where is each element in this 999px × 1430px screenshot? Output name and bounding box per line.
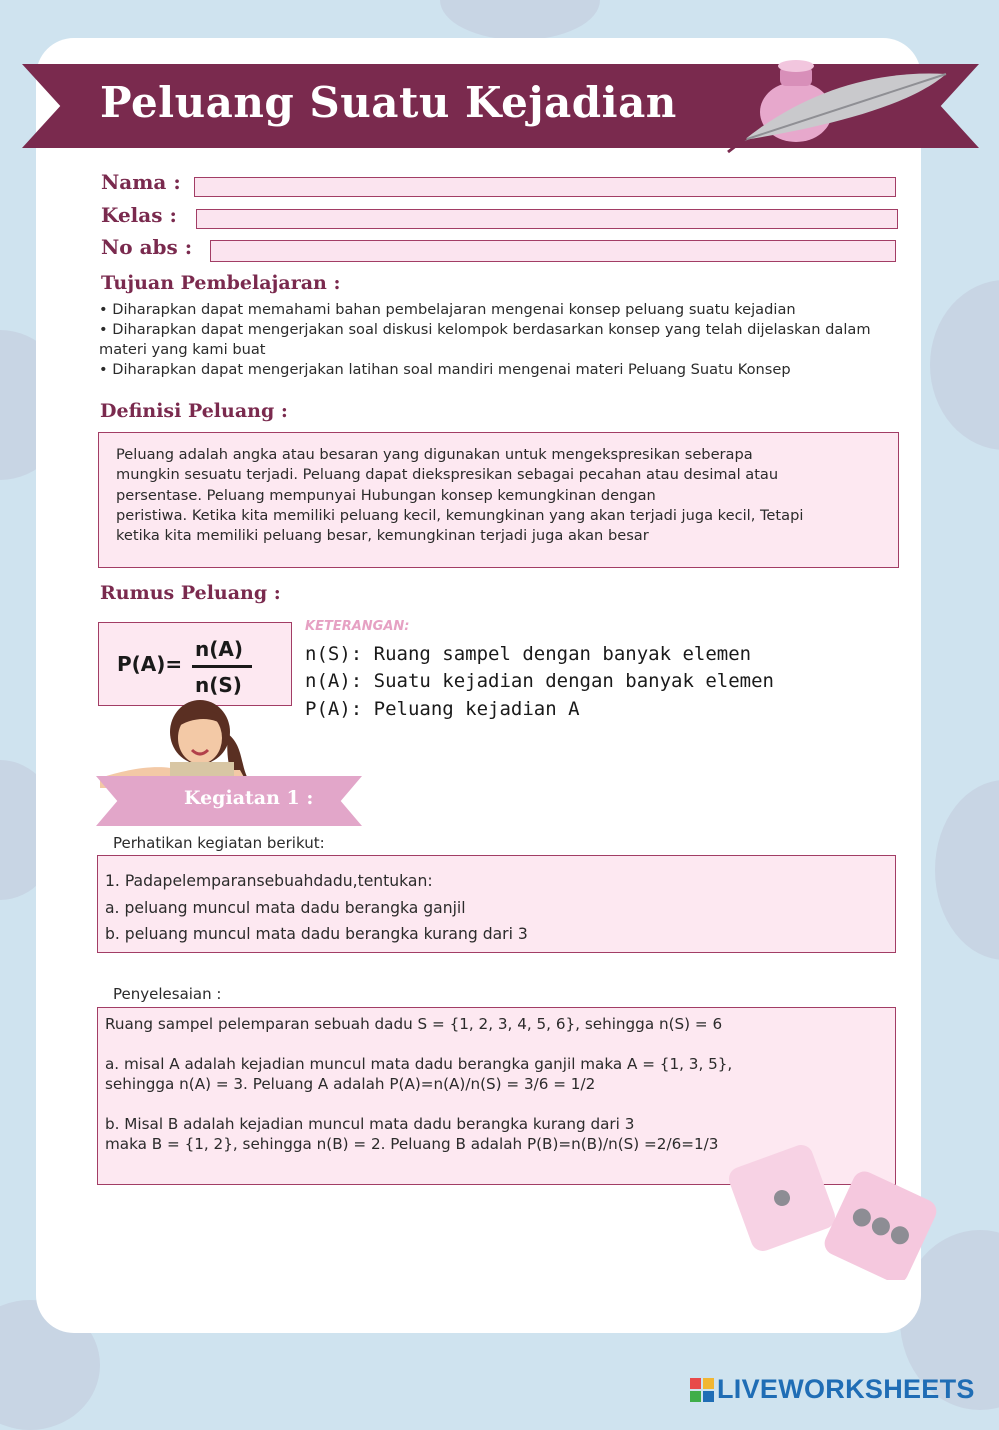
solution-line: sehingga n(A) = 3. Peluang A adalah P(A)=n(A)/n(S) = 3/6 = 1/2 bbox=[105, 1075, 596, 1093]
question-line: b. peluang muncul mata dadu berangka kurang dari 3 bbox=[105, 925, 528, 943]
activity-label: Kegiatan 1 : bbox=[184, 787, 314, 809]
legend-item: P(A): Peluang kejadian A bbox=[305, 698, 580, 720]
definition-line: ketika kita memiliki peluang besar, kemungkinan terjadi juga akan besar bbox=[116, 527, 649, 545]
liveworksheets-icon bbox=[690, 1378, 714, 1402]
question-line: a. peluang muncul mata dadu berangka ganjil bbox=[105, 898, 466, 917]
formula-lhs: P(A)= bbox=[117, 652, 183, 676]
objective-item: • Diharapkan dapat mengerjakan latihan soal mandiri mengenai materi Peluang Suatu Konsep bbox=[99, 361, 791, 378]
solution-line: maka B = {1, 2}, sehingga n(B) = 2. Peluang B adalah P(B)=n(B)/n(S) =2/6=1/3 bbox=[105, 1135, 719, 1153]
formula-numerator: n(A) bbox=[195, 637, 243, 661]
definition-line: persentase. Peluang mempunyai Hubungan konsep kemungkinan dengan bbox=[116, 486, 656, 504]
class-label: Kelas : bbox=[101, 203, 177, 227]
background-seal bbox=[935, 780, 999, 960]
absen-label: No abs : bbox=[101, 235, 193, 259]
fraction-bar bbox=[192, 665, 252, 668]
objective-item: • Diharapkan dapat memahami bahan pembelajaran mengenai konsep peluang suatu kejadian bbox=[99, 301, 796, 318]
solution-line: a. misal A adalah kejadian muncul mata dadu berangka ganjil maka A = {1, 3, 5}, bbox=[105, 1055, 733, 1073]
background-seal bbox=[930, 280, 999, 450]
objective-item: • Diharapkan dapat mengerjakan soal diskusi kelompok berdasarkan konsep yang telah dijelaskan dalam materi yang kami buat bbox=[99, 321, 871, 358]
class-field[interactable] bbox=[196, 209, 898, 229]
absen-field[interactable] bbox=[210, 240, 896, 262]
logo-text: LIVEWORKSHEETS bbox=[717, 1374, 975, 1404]
definition-line: mungkin sesuatu terjadi. Peluang dapat diekspresikan sebagai pecahan atau desimal atau bbox=[116, 466, 779, 484]
question-box bbox=[97, 855, 896, 953]
objectives-list bbox=[99, 300, 899, 380]
girl-illustration-icon bbox=[100, 698, 260, 788]
solution-line: Ruang sampel pelemparan sebuah dadu S = {1, 2, 3, 4, 5, 6}, sehingga n(S) = 6 bbox=[105, 1015, 723, 1033]
legend-item: n(A): Suatu kejadian dengan banyak elemen bbox=[305, 670, 774, 692]
formula-box bbox=[98, 622, 292, 706]
definition-box bbox=[98, 432, 899, 568]
definition-line: peristiwa. Ketika kita memiliki peluang kecil, kemungkinan yang akan terjadi juga kecil, Tetapi bbox=[116, 506, 804, 524]
page-title: Peluang Suatu Kejadian bbox=[100, 78, 677, 127]
definition-line: Peluang adalah angka atau besaran yang digunakan untuk mengekspresikan seberapa bbox=[116, 446, 753, 463]
background-seal bbox=[440, 0, 600, 40]
question-line: 1. Padapelemparansebuahdadu,tentukan: bbox=[105, 872, 433, 890]
definition-heading: Definisi Peluang : bbox=[100, 400, 288, 422]
solution-label: Penyelesaian : bbox=[113, 985, 222, 1003]
legend-title: KETERANGAN: bbox=[305, 619, 410, 634]
dice-icon bbox=[720, 1140, 950, 1280]
formula-heading: Rumus Peluang : bbox=[100, 582, 281, 604]
legend-item: n(S): Ruang sampel dengan banyak elemen bbox=[305, 643, 752, 665]
name-field[interactable] bbox=[194, 177, 896, 197]
name-label: Nama : bbox=[101, 170, 181, 194]
inkwell-quill-icon bbox=[724, 52, 954, 164]
solution-line: b. Misal B adalah kejadian muncul mata dadu berangka kurang dari 3 bbox=[105, 1115, 635, 1133]
objectives-heading: Tujuan Pembelajaran : bbox=[101, 272, 341, 294]
activity-intro: Perhatikan kegiatan berikut: bbox=[113, 834, 325, 852]
formula-denominator: n(S) bbox=[195, 673, 242, 697]
